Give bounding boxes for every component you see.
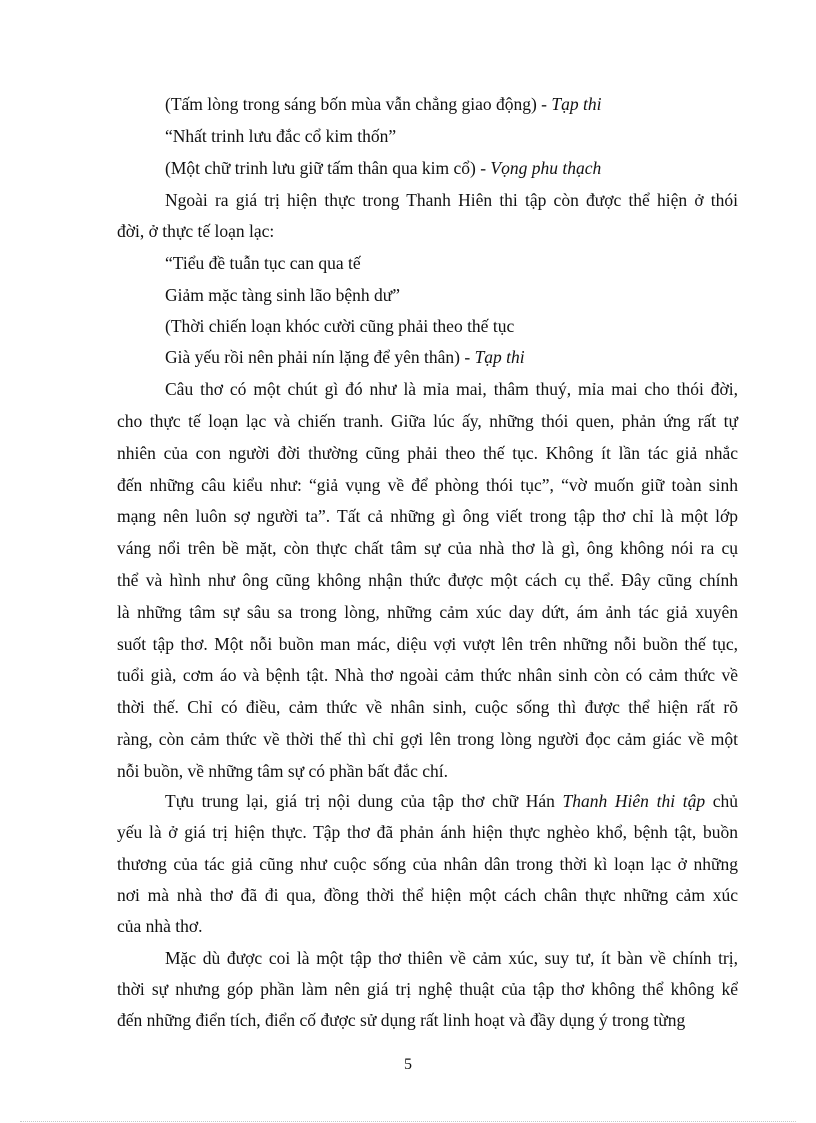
page-number: 5 (404, 1056, 412, 1073)
paragraph-line: nhiên của con người đời thường cũng phải theo thế tục. Không ít lần tác giả nhắc (117, 443, 738, 463)
verse-line (165, 316, 514, 336)
book-title: Thanh Hiên thi tập (562, 791, 706, 811)
intro-line: Ngoài ra giá trị hiện thực trong Thanh Hiên thi tập còn được thể hiện ở thói (165, 190, 738, 210)
paragraph-line: cho thực tế loạn lạc và chiến tranh. Giữa lúc ấy, những thói quen, phản ứng rất tự (117, 411, 738, 431)
page-bottom-divider (20, 1121, 796, 1122)
paragraph-line: đến những câu kiểu như: “giả vụng về để phòng thói tục”, “vờ muốn giữ toàn sinh (117, 475, 738, 495)
verse-text: Già yếu rồi nên phải nín lặng để yên thân) - (165, 347, 475, 367)
paragraph-line: thương của tác giả cũng như cuộc sống của nhân dân trong thời kì loạn lạc ở những (117, 854, 738, 874)
paragraph-line: thời sự nhưng góp phần làm nên giá trị nghệ thuật của tập thơ không thể không kể (117, 979, 738, 999)
paragraph-line: đến những điển tích, điển cố được sử dụng rất linh hoạt và đầy dụng ý trong từng (117, 1010, 686, 1030)
paragraph-line: là những tâm sự sâu sa trong lòng, những cảm xúc day dứt, ám ảnh tác giả xuyên (117, 602, 738, 622)
paragraph-line: váng nổi trên bề mặt, còn thực chất tâm sự của nhà thơ là gì, ông không nói ra cụ (117, 538, 738, 558)
paragraph-line: Câu thơ có một chút gì đó như là mỉa mai, thâm thuý, mỉa mai cho thói đời, (165, 379, 738, 399)
paragraph-line: nỗi buồn, về những tâm sự có phần bất đắc chí. (117, 761, 448, 781)
paragraph-line: nơi mà nhà thơ đã đi qua, đồng thời thể hiện một cách chân thực những cảm xúc (117, 885, 738, 905)
paragraph-line: yếu là ở giá trị hiện thực. Tập thơ đã phản ánh hiện thực nghèo khổ, bệnh tật, buồn (117, 822, 738, 842)
text-run: Tựu trung lại, giá trị nội dung của tập thơ chữ Hán (165, 791, 563, 811)
verse-text: “Nhất trinh lưu đắc cổ kim thốn” (165, 126, 397, 146)
paragraph-line: ràng, còn cảm thức về thời thế thì chỉ gợi lên trong lòng người đọc cảm giác về một (117, 729, 738, 749)
verse-source: Tạp thi (551, 94, 602, 114)
paragraph-line (165, 791, 738, 811)
verse-line (165, 347, 525, 367)
intro-line: đời, ở thực tế loạn lạc: (117, 221, 275, 241)
verse-text: (Thời chiến loạn khóc cười cũng phải theo thế tục (165, 316, 515, 336)
paragraph-line: của nhà thơ. (117, 916, 203, 936)
paragraph-line: mạng nên luôn sợ người ta”. Tất cả những gì ông viết trong tập thơ chỉ là một lớp (117, 506, 738, 526)
paragraph-line: suốt tập thơ. Một nỗi buồn man mác, diệu vợi vượt lên trên những nỗi buồn thế tục, (117, 634, 738, 654)
text-run: chủ (705, 791, 738, 811)
verse-line (165, 253, 361, 273)
verse-line (165, 285, 400, 305)
verse-text: (Một chữ trinh lưu giữ tấm thân qua kim cổ) - (165, 158, 491, 178)
verse-text: (Tấm lòng trong sáng bốn mùa vẫn chẳng giao động) - (165, 94, 552, 114)
verse-source: Vọng phu thạch (490, 158, 602, 178)
paragraph-line: Mặc dù được coi là một tập thơ thiên về cảm xúc, suy tư, ít bàn về chính trị, (165, 948, 738, 968)
paragraph-line: thời thế. Chỉ có điều, cảm thức về nhân sinh, cuộc sống thì được thể hiện rất rõ (117, 697, 738, 717)
paragraph-line: thể và hình như ông cũng không nhận thức được một cách cụ thể. Đây cũng chính (117, 570, 738, 590)
verse-line (165, 94, 601, 114)
verse-text: Giảm mặc tàng sinh lão bệnh dư” (165, 285, 400, 305)
verse-line (165, 158, 601, 178)
verse-source: Tạp thi (474, 347, 525, 367)
paragraph-line: tuổi già, cơm áo và bệnh tật. Nhà thơ ngoài cảm thức nhân sinh còn có cảm thức về (117, 665, 738, 685)
verse-line (165, 126, 396, 146)
verse-text: “Tiểu đề tuẫn tục can qua tế (165, 253, 361, 273)
